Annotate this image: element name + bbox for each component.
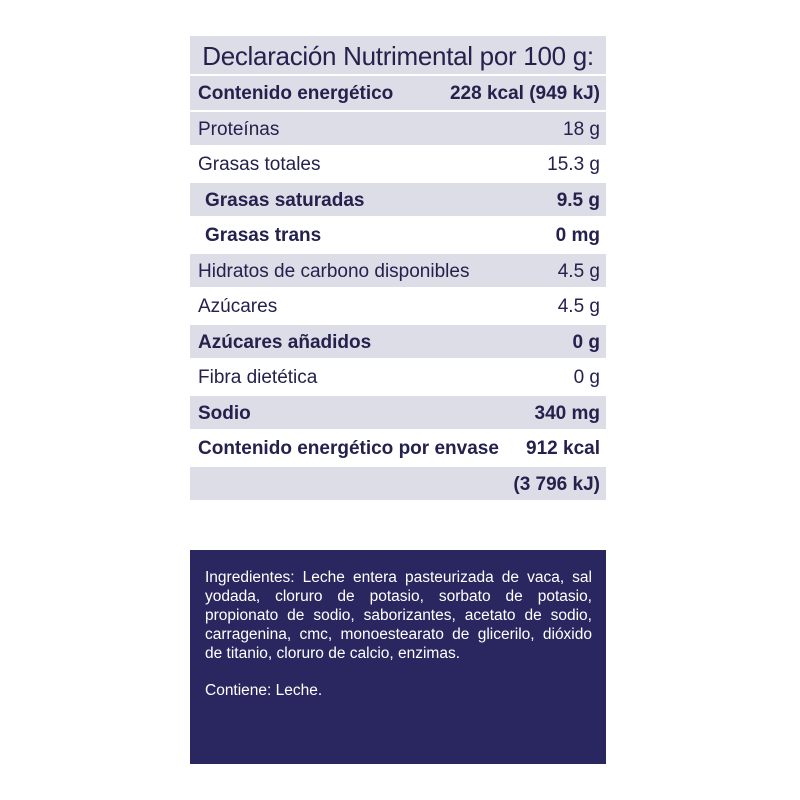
nutrient-value: 15.3 g (547, 154, 600, 175)
nutrient-value: 340 mg (534, 402, 600, 424)
nutrition-row-added-sugars (190, 325, 606, 361)
nutrition-row-energy-per-package-kj (190, 467, 606, 503)
nutrient-label: Azúcares añadidos (198, 331, 372, 353)
nutrition-table-title: Declaración Nutrimental por 100 g: (190, 36, 606, 76)
nutrient-label: Sodio (198, 402, 251, 424)
nutrient-value: 4.5 g (557, 260, 600, 282)
nutrition-row-protein (190, 112, 606, 148)
nutrient-label: Fibra dietética (198, 367, 318, 388)
nutrition-row-sugars (190, 289, 606, 325)
nutrient-label: Grasas totales (198, 154, 321, 175)
nutrient-value: 4.5 g (557, 296, 600, 317)
nutrient-value: (3 796 kJ) (513, 473, 600, 495)
nutrient-label: Contenido energético (198, 83, 394, 104)
nutrient-label: Proteínas (198, 118, 280, 140)
ingredients-panel (190, 550, 606, 764)
nutrient-label: Hidratos de carbono disponibles (198, 260, 470, 282)
nutrient-value: 0 g (572, 331, 600, 353)
nutrient-label: Azúcares (198, 296, 278, 317)
nutrition-row-energy (190, 76, 606, 112)
nutrition-row-energy-per-package (190, 431, 606, 467)
nutrient-label: Contenido energético por envase (198, 438, 499, 459)
nutrient-value: 912 kcal (526, 438, 600, 459)
nutrient-value: 18 g (563, 118, 600, 140)
nutrition-row-sodium (190, 396, 606, 432)
nutrient-label: Grasas saturadas (205, 189, 365, 211)
nutrition-facts-table (190, 36, 606, 498)
nutrient-value: 0 mg (555, 225, 600, 246)
allergen-contains-text: Contiene: Leche. (205, 682, 323, 699)
nutrient-value: 0 g (573, 367, 600, 388)
nutrition-row-trans-fat (190, 218, 606, 254)
nutrient-label: Grasas trans (205, 225, 322, 246)
nutrient-value: 9.5 g (556, 189, 600, 211)
nutrition-row-total-fat (190, 147, 606, 183)
nutrient-value: 228 kcal (949 kJ) (449, 83, 600, 104)
nutrition-row-saturated-fat (190, 183, 606, 219)
nutrition-row-fiber (190, 360, 606, 396)
nutrition-row-carbohydrates (190, 254, 606, 290)
ingredients-text: Ingredientes: Leche entera pasteurizada de vaca, sal yodada, cloruro de potasio, sorbato de potasio, propionato de sodio, saborizantes, acetato de sodio, carragenina, cmc, monoestearato de glicerilo, dióxido de titanio, cloruro de calcio, enzimas. (205, 569, 592, 662)
